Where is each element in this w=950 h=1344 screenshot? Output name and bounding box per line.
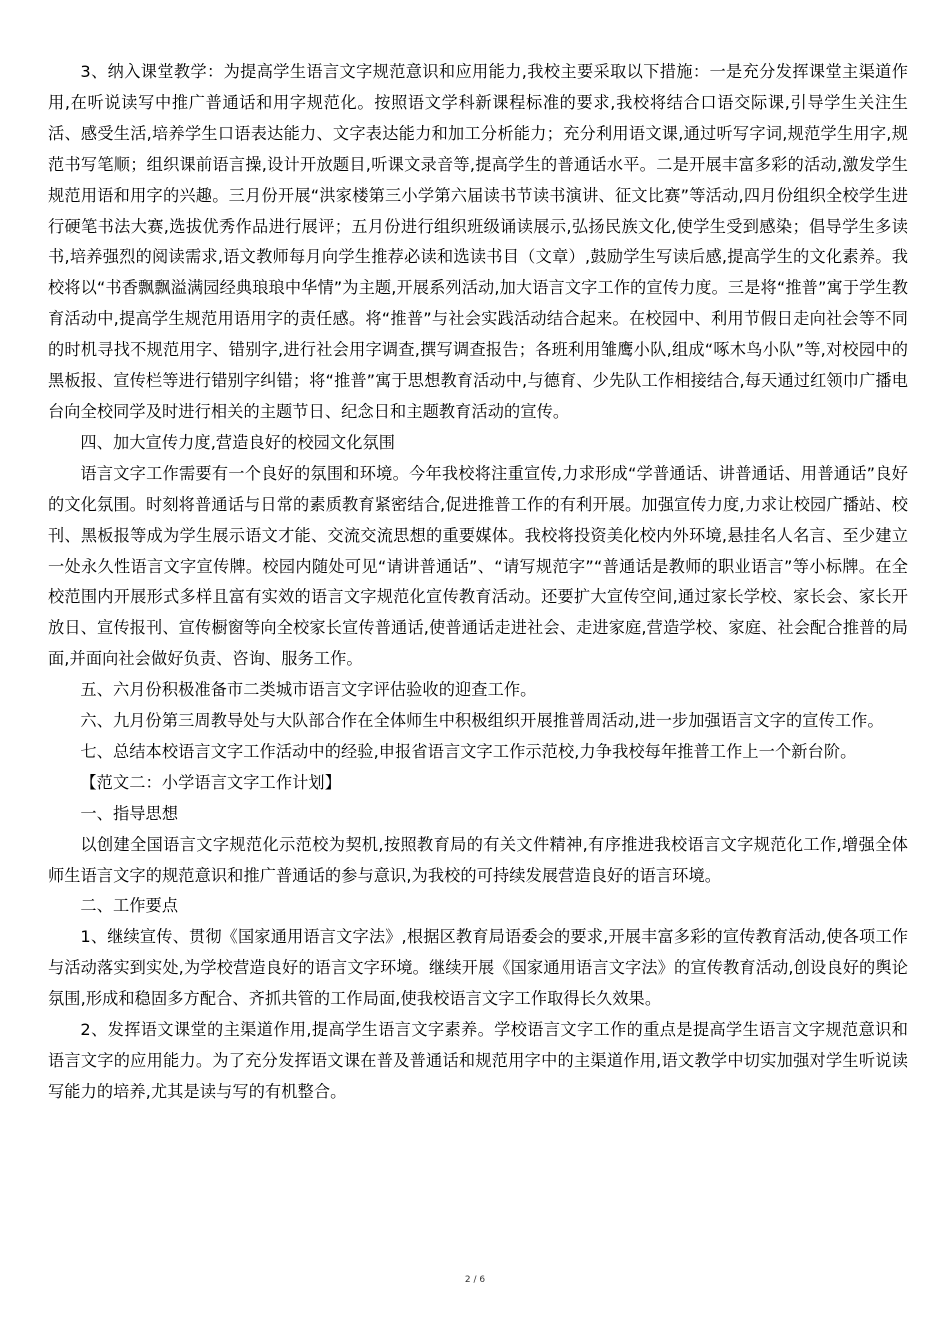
section-heading-publicity: 四、加大宣传力度,营造良好的校园文化氛围 [80, 432, 396, 452]
paragraph-work-point-two: 2、发挥语文课堂的主渠道作用,提高学生语言文字素养。学校语言文字工作的重点是提高学生语言文字规范意识和语言文字的应用能力。为了充分发挥语文课在普及普通话和规范用字中的主渠道作用,语文教学中切实加强对学生听说读写能力的培养,尤其是读与写的有机整合。 [48, 1020, 908, 1101]
sample-two-title: 【范文二：小学语言文字工作计划】 [80, 772, 341, 792]
paragraph-measures: 3、纳入课堂教学：为提高学生语言文字规范意识和应用能力,我校主要采取以下措施：一是充分发挥课堂主渠道作用,在听说读写中推广普通话和用字规范化。按照语文学科新课程标准的要求,我校将结合口语交际课,引导学生关注生活、感受生活,培养学生口语表达能力、文字表达能力和加工分析能力；充分利用语文课,通过听写字词,规范学生用字,规范书写笔顺；组织课前语言操,设计开放题目,听课文录音等,提高学生的普通话水平。二是开展丰富多彩的活动,激发学生规范用语和用字的兴趣。三月份开展“洪家楼第三小学第六届读书节读书演讲、征文比赛”等活动,四月份组织全校学生进行硬笔书法大赛,选拔优秀作品进行展评；五月份进行组织班级诵读展示,弘扬民族文化,使学生受到感染；倡导学生多读书,培养强烈的阅读需求,语文教师每月向学生推荐必读和选读书目（文章）,鼓励学生写读后感,提高学生的文化素养。我校将以“书香飘飘溢满园经典琅琅中华情”为主题,开展系列活动,加大语言文字工作的宣传力度。三是将“推普”寓于学生教育活动中,提高学生规范用语用字的责任感。将“推普”与社会实践活动结合起来。在校园中、利用节假日走向社会等不同的时机寻找不规范用字、错别字,进行社会用字调查,撰写调查报告；各班利用雏鹰小队,组成“啄木鸟小队”等,对校园中的黑板报、宣传栏等进行错别字纠错；将“推普”寓于思想教育活动中,与德育、少先队工作相接结合,每天通过红领巾广播电台向全校同学及时进行相关的主题节日、纪念日和主题教育活动的宣传。 [48, 62, 908, 421]
document-body [48, 57, 908, 1108]
paragraph-publicity: 语言文字工作需要有一个良好的氛围和环境。今年我校将注重宣传,力求形成“学普通话、讲普通话、用普通话”良好的文化氛围。时刻将普通话与日常的素质教育紧密结合,促进推普工作的有利开展。加强宣传力度,力求让校园广播站、校刊、黑板报等成为学生展示语文才能、交流交流思想的重要媒体。我校将投资美化校内外环境,悬挂名人名言、至少建立一处永久性语言文字宣传牌。校园内随处可见“请讲普通话”、“请写规范字”“普通话是教师的职业语言”等小标牌。在全校范围内开展形式多样且富有实效的语言文字规范化宣传教育活动。还要扩大宣传空间,通过家长学校、家长会、家长开放日、宣传报刊、宣传橱窗等向全校家长宣传普通话,使普通话走进社会、走进家庭,营造学校、家庭、社会配合推普的局面,并面向社会做好负责、咨询、服务工作。 [48, 463, 908, 669]
paragraph-work-point-one: 1、继续宣传、贯彻《国家通用语言文字法》,根据区教育局语委会的要求,开展丰富多彩的宣传教育活动,使各项工作与活动落实到实处,为学校营造良好的语言文字环境。继续开展《国家通用语言文字法》的宣传教育活动,创设良好的舆论氛围,形成和稳固多方配合、齐抓共管的工作局面,使我校语言文字工作取得长久效果。 [48, 927, 908, 1009]
paragraph-item-five: 五、六月份积极准备市二类城市语言文字评估验收的迎查工作。 [80, 680, 537, 700]
paragraph-item-seven: 七、总结本校语言文字工作活动中的经验,申报省语言文字工作示范校,力争我校每年推普工作上一个新台阶。 [80, 741, 857, 761]
section-heading-work-points: 二、工作要点 [80, 896, 179, 916]
paragraph-guiding-idea: 以创建全国语言文字规范化示范校为契机,按照教育局的有关文件精神,有序推进我校语言文字规范化工作,增强全体师生语言文字的规范意识和推广普通话的参与意识,为我校的可持续发展营造良好的语言环境。 [48, 834, 908, 885]
paragraph-item-six: 六、九月份第三周教导处与大队部合作在全体师生中积极组织开展推普周活动,进一步加强语言文字的宣传工作。 [80, 711, 884, 731]
page-number: 2 / 6 [464, 1275, 486, 1285]
section-heading-guiding-idea: 一、指导思想 [80, 803, 179, 823]
